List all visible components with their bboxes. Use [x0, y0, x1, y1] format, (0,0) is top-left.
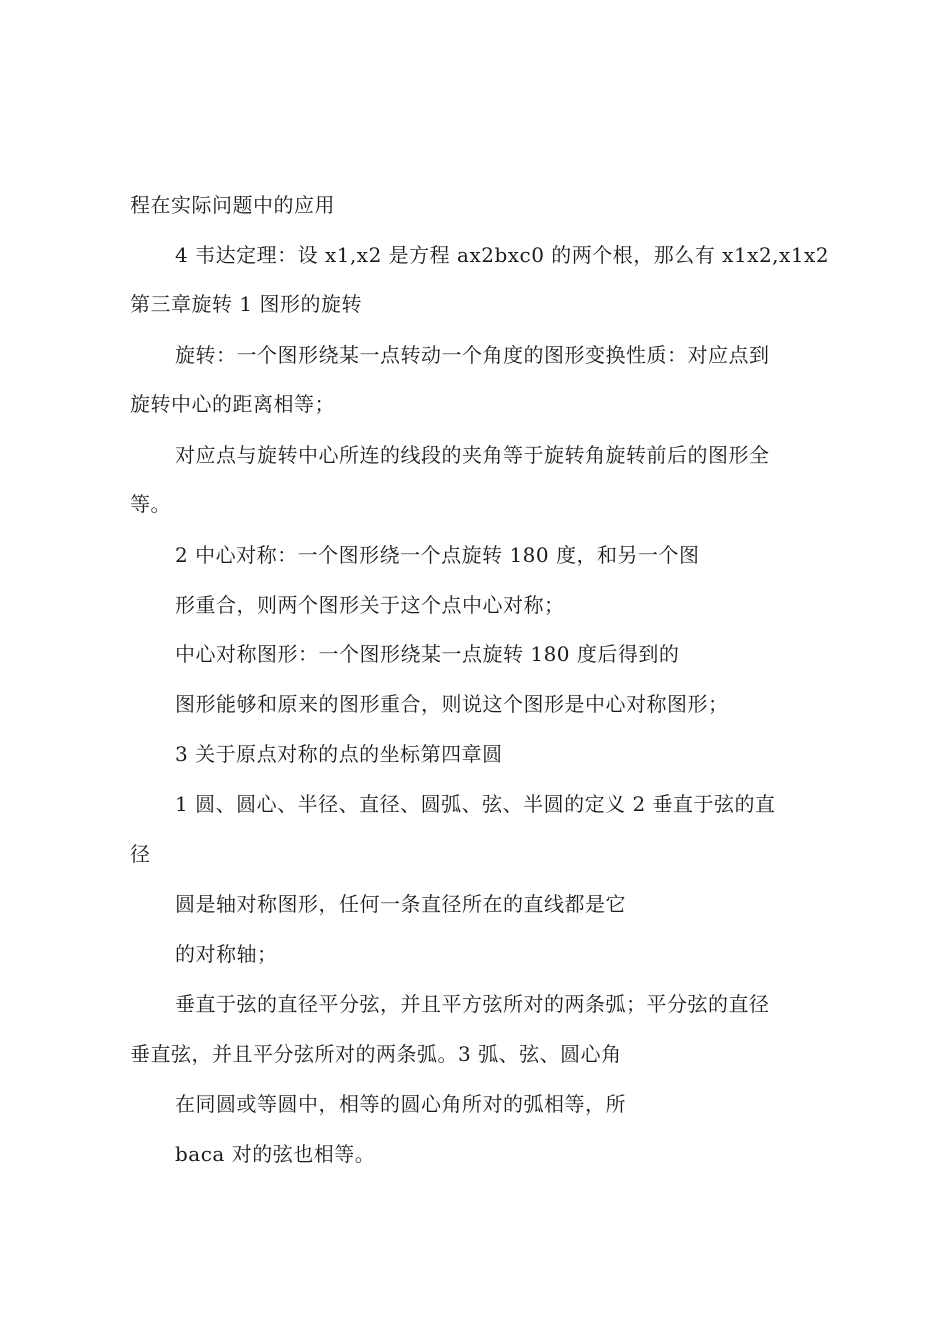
text-line: 2 中心对称：一个图形绕一个点旋转 180 度，和另一个图	[175, 543, 700, 567]
chapter-heading: 第三章旋转 1 图形的旋转	[130, 292, 362, 316]
text-line: baca 对的弦也相等。	[175, 1142, 376, 1166]
text-line: 径	[130, 842, 151, 866]
text-line: 图形能够和原来的图形重合，则说这个图形是中心对称图形；	[175, 692, 729, 716]
text-line: 等。	[130, 492, 171, 516]
chapter-heading: 3 关于原点对称的点的坐标第四章圆	[175, 742, 503, 766]
text-line: 程在实际问题中的应用	[130, 193, 335, 217]
text-line: 形重合，则两个图形关于这个点中心对称；	[175, 593, 565, 617]
text-line: 垂直弦，并且平分弦所对的两条弧。3 弧、弦、圆心角	[130, 1042, 622, 1066]
text-line: 在同圆或等圆中，相等的圆心角所对的弧相等，所	[175, 1092, 626, 1116]
text-line: 垂直于弦的直径平分弦，并且平方弦所对的两条弧；平分弦的直径	[175, 992, 770, 1016]
text-line: 旋转：一个图形绕某一点转动一个角度的图形变换性质：对应点到	[175, 343, 770, 367]
text-line: 圆是轴对称图形，任何一条直径所在的直线都是它	[175, 892, 626, 916]
text-line: 4 韦达定理：设 x1,x2 是方程 ax2bxc0 的两个根，那么有 x1x2,x1x2	[175, 243, 830, 267]
text-line: 旋转中心的距离相等；	[130, 392, 335, 416]
text-line: 中心对称图形：一个图形绕某一点旋转 180 度后得到的	[175, 642, 680, 666]
text-line: 对应点与旋转中心所连的线段的夹角等于旋转角旋转前后的图形全	[175, 443, 770, 467]
text-line: 的对称轴；	[175, 942, 278, 966]
text-line: 1 圆、圆心、半径、直径、圆弧、弦、半圆的定义 2 垂直于弦的直	[175, 792, 776, 816]
